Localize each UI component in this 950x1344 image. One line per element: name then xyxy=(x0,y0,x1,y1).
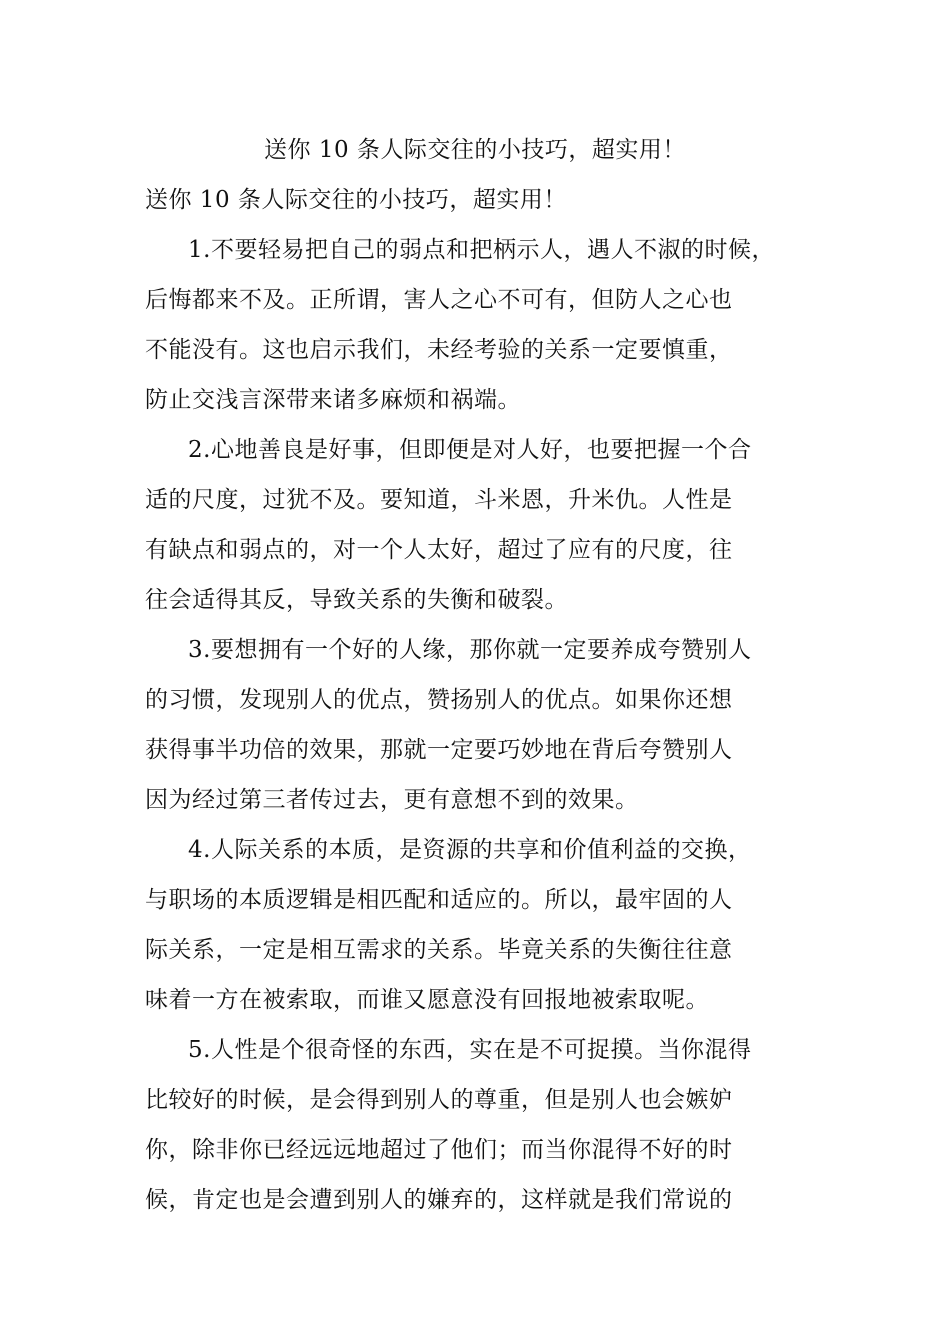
paragraph-1-line-4: 防止交浅言深带来诸多麻烦和祸端。 xyxy=(145,387,521,413)
document-subtitle: 送你 10 条人际交往的小技巧，超实用！ xyxy=(145,187,567,213)
paragraph-1-line-2: 后悔都来不及。正所谓，害人之心不可有，但防人之心也 xyxy=(145,287,733,313)
paragraph-4-line-3: 际关系，一定是相互需求的关系。毕竟关系的失衡往往意 xyxy=(145,937,733,963)
paragraph-3-line-3: 获得事半功倍的效果，那就一定要巧妙地在背后夸赞别人 xyxy=(145,737,733,763)
paragraph-5-line-2: 比较好的时候，是会得到别人的尊重，但是别人也会嫉妒 xyxy=(145,1087,733,1113)
paragraph-2-line-3: 有缺点和弱点的，对一个人太好，超过了应有的尺度，往 xyxy=(145,537,733,563)
paragraph-5-line-1: 5.人性是个很奇怪的东西，实在是不可捉摸。当你混得 xyxy=(188,1037,752,1063)
paragraph-4-line-2: 与职场的本质逻辑是相匹配和适应的。所以，最牢固的人 xyxy=(145,887,733,913)
paragraph-1-line-3: 不能没有。这也启示我们，未经考验的关系一定要慎重， xyxy=(145,337,733,363)
paragraph-4-line-1: 4.人际关系的本质，是资源的共享和价值利益的交换， xyxy=(188,837,752,863)
document-title: 送你 10 条人际交往的小技巧，超实用！ xyxy=(264,137,686,163)
paragraph-2-line-1: 2.心地善良是好事，但即便是对人好，也要把握一个合 xyxy=(188,437,752,463)
paragraph-1-line-1: 1.不要轻易把自己的弱点和把柄示人，遇人不淑的时候， xyxy=(188,237,775,263)
paragraph-5-line-3: 你，除非你已经远远地超过了他们；而当你混得不好的时 xyxy=(145,1137,733,1163)
paragraph-3-line-4: 因为经过第三者传过去，更有意想不到的效果。 xyxy=(145,787,639,813)
paragraph-2-line-2: 适的尺度，过犹不及。要知道，斗米恩，升米仇。人性是 xyxy=(145,487,733,513)
paragraph-5-line-4: 候，肯定也是会遭到别人的嫌弃的，这样就是我们常说的 xyxy=(145,1187,733,1213)
paragraph-4-line-4: 味着一方在被索取，而谁又愿意没有回报地被索取呢。 xyxy=(145,987,709,1013)
paragraph-2-line-4: 往会适得其反，导致关系的失衡和破裂。 xyxy=(145,587,568,613)
paragraph-3-line-1: 3.要想拥有一个好的人缘，那你就一定要养成夸赞别人 xyxy=(188,637,752,663)
paragraph-3-line-2: 的习惯，发现别人的优点，赞扬别人的优点。如果你还想 xyxy=(145,687,733,713)
